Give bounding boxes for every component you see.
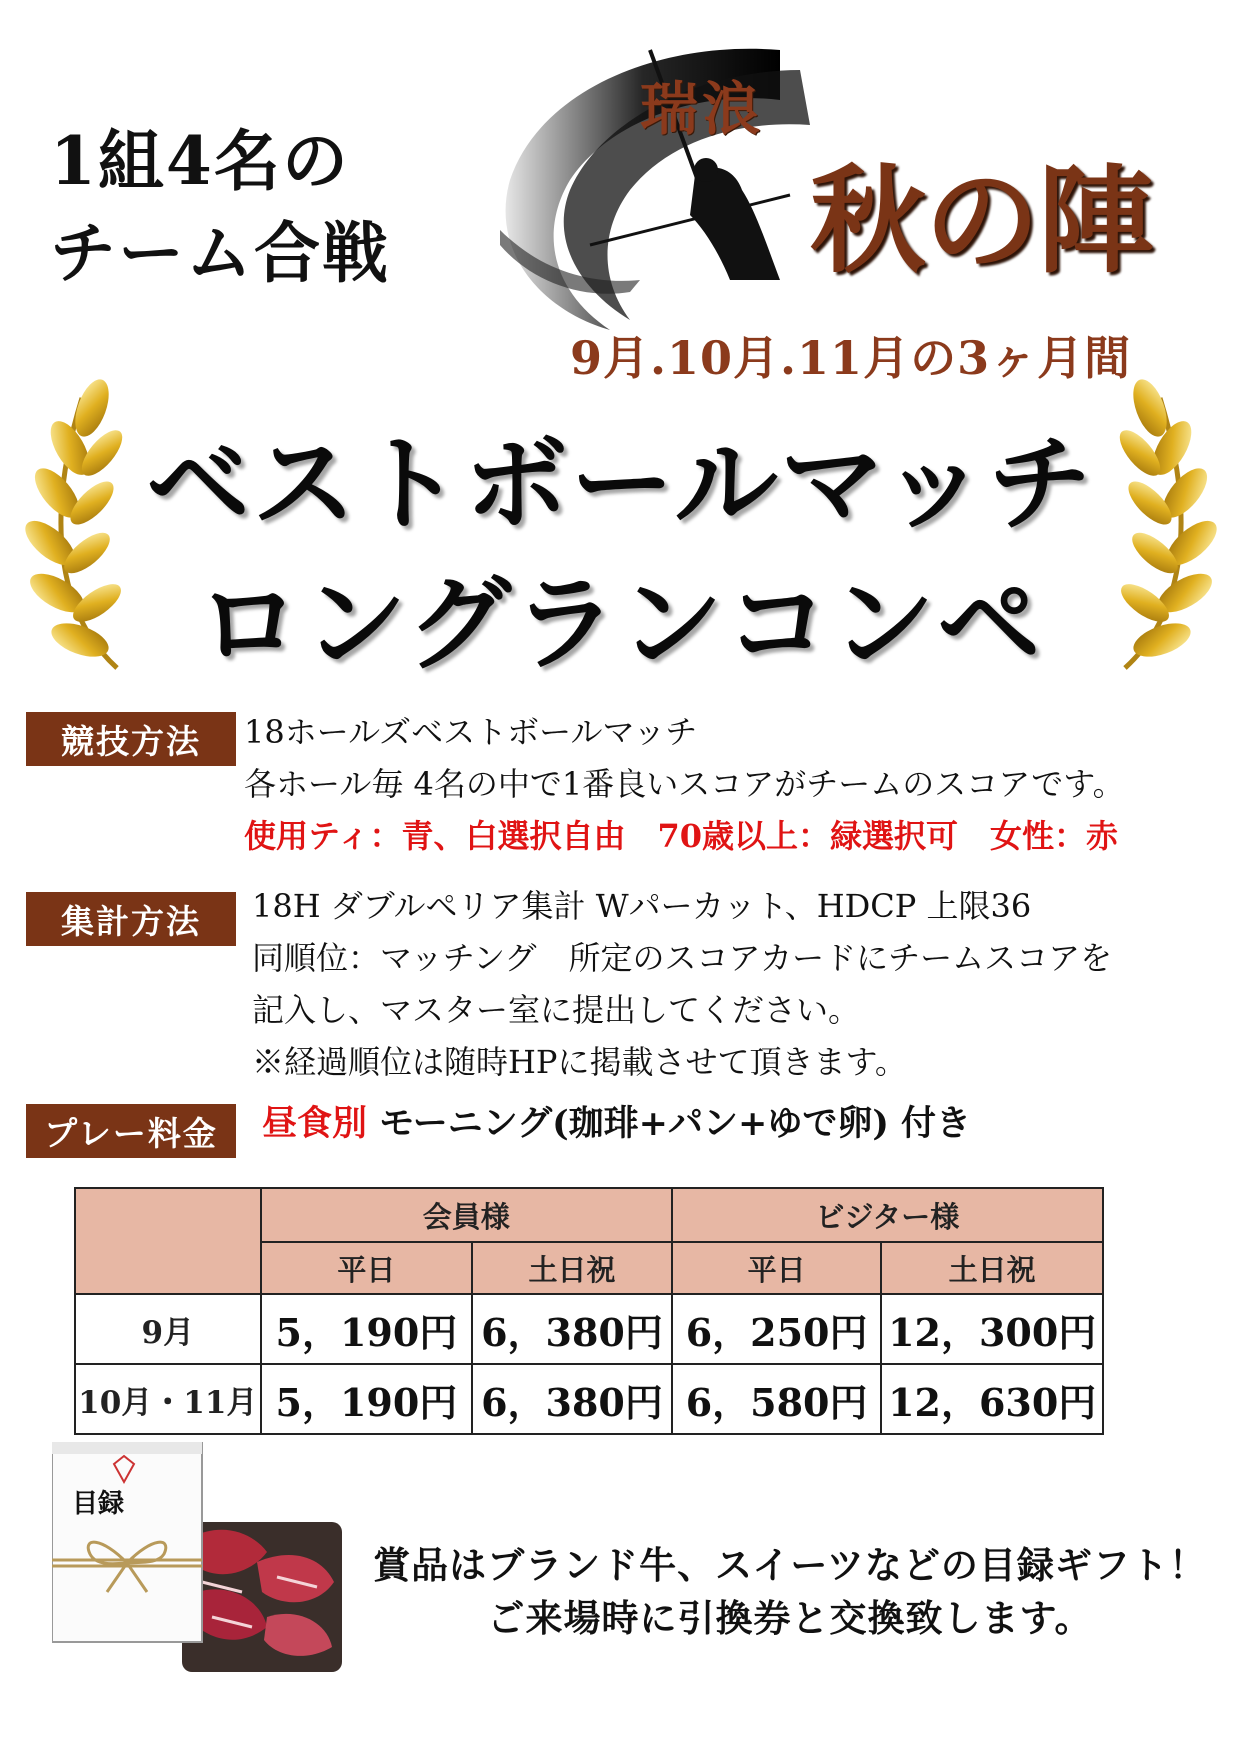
- table-row: [75, 1294, 1103, 1364]
- fee-morning-note: モーニング(珈琲+パン+ゆで卵) 付き: [379, 1103, 972, 1144]
- prize-line2: ご来場時に引換券と交換致します。: [487, 1596, 1093, 1640]
- main-title-line1: ベストボールマッチ: [146, 423, 1094, 545]
- table-cell: 5，190円: [261, 1294, 473, 1364]
- team-headline-line2: チーム合戦: [50, 214, 390, 292]
- table-cell: 12，300円: [881, 1294, 1103, 1364]
- table-cell: 6，250円: [672, 1294, 882, 1364]
- scoring-label: 集計方法: [26, 892, 236, 946]
- event-name: 秋の陣: [810, 153, 1152, 289]
- scoring-line4: ※経過順位は随時HPに掲載させて頂きます。: [252, 1043, 907, 1081]
- fee-lunch-note: 昼食別: [262, 1103, 368, 1144]
- competition-tee-rules: 使用ティ：青、白選択自由 70歳以上：緑選択可 女性：赤: [244, 817, 1118, 855]
- scoring-line3: 記入し、マスター室に提出してください。: [252, 991, 861, 1029]
- table-header-visitor: ビジター様: [672, 1188, 1103, 1242]
- table-cell: 6，580円: [672, 1364, 882, 1434]
- table-row-label: 10月・11月: [75, 1364, 261, 1434]
- fee-details: [262, 1098, 971, 1150]
- competition-details: [244, 706, 1125, 862]
- scoring-line2: 同順位：マッチング 所定のスコアカードにチームスコアを: [252, 939, 1113, 977]
- prize-line1: 賞品はブランド牛、スイーツなどの目録ギフト！: [373, 1543, 1207, 1587]
- table-corner-cell: [75, 1188, 261, 1294]
- event-period: 9月.10月.11月の3ヶ月間: [570, 331, 1132, 385]
- competition-line2: 各ホール毎 4名の中で1番良いスコアがチームのスコアです。: [244, 765, 1125, 803]
- competition-line1: 18ホールズベストボールマッチ: [244, 713, 698, 751]
- table-subheader: 土日祝: [881, 1242, 1103, 1294]
- team-headline-line1: 1組4名の: [50, 122, 350, 200]
- price-table: [74, 1187, 1104, 1435]
- team-headline: [50, 115, 390, 299]
- table-row-label: 9月: [75, 1294, 261, 1364]
- table-subheader: 土日祝: [472, 1242, 672, 1294]
- scoring-details: [252, 880, 1112, 1088]
- table-header-member: 会員様: [261, 1188, 672, 1242]
- table-row: [75, 1364, 1103, 1434]
- table-subheader: 平日: [261, 1242, 473, 1294]
- scoring-line1: 18H ダブルペリア集計 Wパーカット、HDCP 上限36: [252, 887, 1032, 925]
- table-cell: 6，380円: [472, 1294, 672, 1364]
- main-title-line2: ロングランコンペ: [197, 563, 1043, 685]
- brand-mark: 瑞浪: [640, 75, 765, 143]
- gift-voucher-image: [52, 1442, 342, 1688]
- competition-label: 競技方法: [26, 712, 236, 766]
- table-cell: 5，190円: [261, 1364, 473, 1434]
- table-cell: 12，630円: [881, 1364, 1103, 1434]
- table-subheader: 平日: [672, 1242, 882, 1294]
- noshi-label: 目録: [72, 1489, 125, 1519]
- table-cell: 6，380円: [472, 1364, 672, 1434]
- fee-label: プレー料金: [26, 1104, 236, 1158]
